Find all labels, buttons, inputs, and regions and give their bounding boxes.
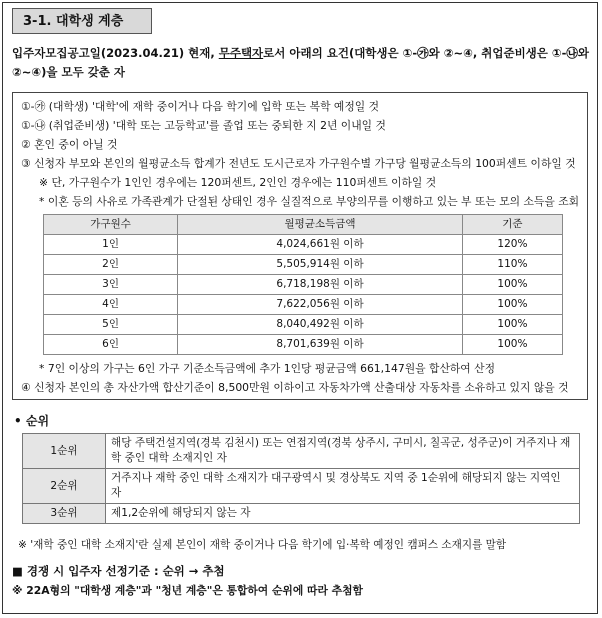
req-income-note: ※ 단, 가구원수가 1인인 경우에는 120퍼센트, 2인인 경우에는 110퍼센트 이하일 것 xyxy=(39,176,437,189)
req-assets: ④ 신청자 본인의 총 자산가액 합산기준이 8,500만원 이하이고 자동차가액 산출대상 자동차를 소유하고 있지 않을 것 xyxy=(21,381,569,394)
table-row: 5인 8,040,492원 이하 100% xyxy=(44,315,563,335)
req-unmarried: ② 혼인 중이 아닐 것 xyxy=(21,138,118,151)
rank-heading: • 순위 xyxy=(14,414,50,428)
req-jobseeker: ①-㉯ (취업준비생) '대학 또는 고등학교'를 졸업 또는 중퇴한 지 2년 이내일 것 xyxy=(21,119,386,132)
req-university: ①-㉮ (대학생) '대학'에 재학 중이거나 다음 학기에 입학 또는 복학 예정일 것 xyxy=(21,100,380,113)
table-row: 2순위 거주지나 재학 중인 대학 소재지가 대구광역시 및 경상북도 지역 중 1순위에 해당되지 않는 지역인 자 xyxy=(23,469,580,504)
req-divorce-note: * 이혼 등의 사유로 가족관계가 단절된 상태인 경우 실질적으로 부양의무를 이행하고 있는 부 또는 모의 소득을 조회 xyxy=(39,195,580,208)
req-large-household-note: * 7인 이상의 가구는 6인 가구 기준소득금액에 추가 1인당 평균금액 661,147원을 합산하여 산정 xyxy=(39,362,496,375)
table-row: 2인 5,505,914원 이하 110% xyxy=(44,255,563,275)
table-row: 3순위 제1,2순위에 해당되지 않는 자 xyxy=(23,504,580,524)
income-table: 가구원수 월평균소득금액 기준 1인 4,024,661원 이하 120% 2인 5,505,914원 이하 110% 3인 6,718,198원 이하 100% 4인 7,622,056원 이하 100% 5인 8,040,492원 이하 100% 6인 8,701,639원 이하 100% xyxy=(43,214,563,355)
requirements-box xyxy=(12,92,588,400)
table-row: 1순위 해당 주택건설지역(경북 김천시) 또는 연접지역(경북 상주시, 구미시, 칠곡군, 성주군)이 거주지나 재학 중인 대학 소재지인 자 xyxy=(23,434,580,469)
selection-criteria: ■ 경쟁 시 입주자 선정기준 : 순위 → 추첨 xyxy=(12,564,225,578)
campus-note: ※ '재학 중인 대학 소재지'란 실제 본인이 재학 중이거나 다음 학기에 입·복학 예정인 캠퍼스 소재지를 말함 xyxy=(18,539,507,551)
table-row: 4인 7,622,056원 이하 100% xyxy=(44,295,563,315)
table-row: 6인 8,701,639원 이하 100% xyxy=(44,335,563,355)
selection-criteria-note: ※ 22A형의 "대학생 계층"과 "청년 계층"은 통합하여 순위에 따라 추첨함 xyxy=(12,584,363,597)
rank-table xyxy=(22,433,580,524)
table-row: 3인 6,718,198원 이하 100% xyxy=(44,275,563,295)
section-title: 3-1. 대학생 계층 xyxy=(12,8,152,34)
req-income: ③ 신청자 부모와 본인의 월평균소득 합계가 전년도 도시근로자 가구원수별 가구당 월평균소득의 100퍼센트 이하일 것 xyxy=(21,157,576,170)
eligibility-intro: 입주자모집공고일(2023.04.21) 현재, 무주택자로서 아래의 요건(대학생은 ①-㉮와 ②~④, 취업준비생은 ①-㉯와 ②~④)을 모두 갖춘 자 xyxy=(12,46,590,79)
table-row: 1인 4,024,661원 이하 120% xyxy=(44,235,563,255)
